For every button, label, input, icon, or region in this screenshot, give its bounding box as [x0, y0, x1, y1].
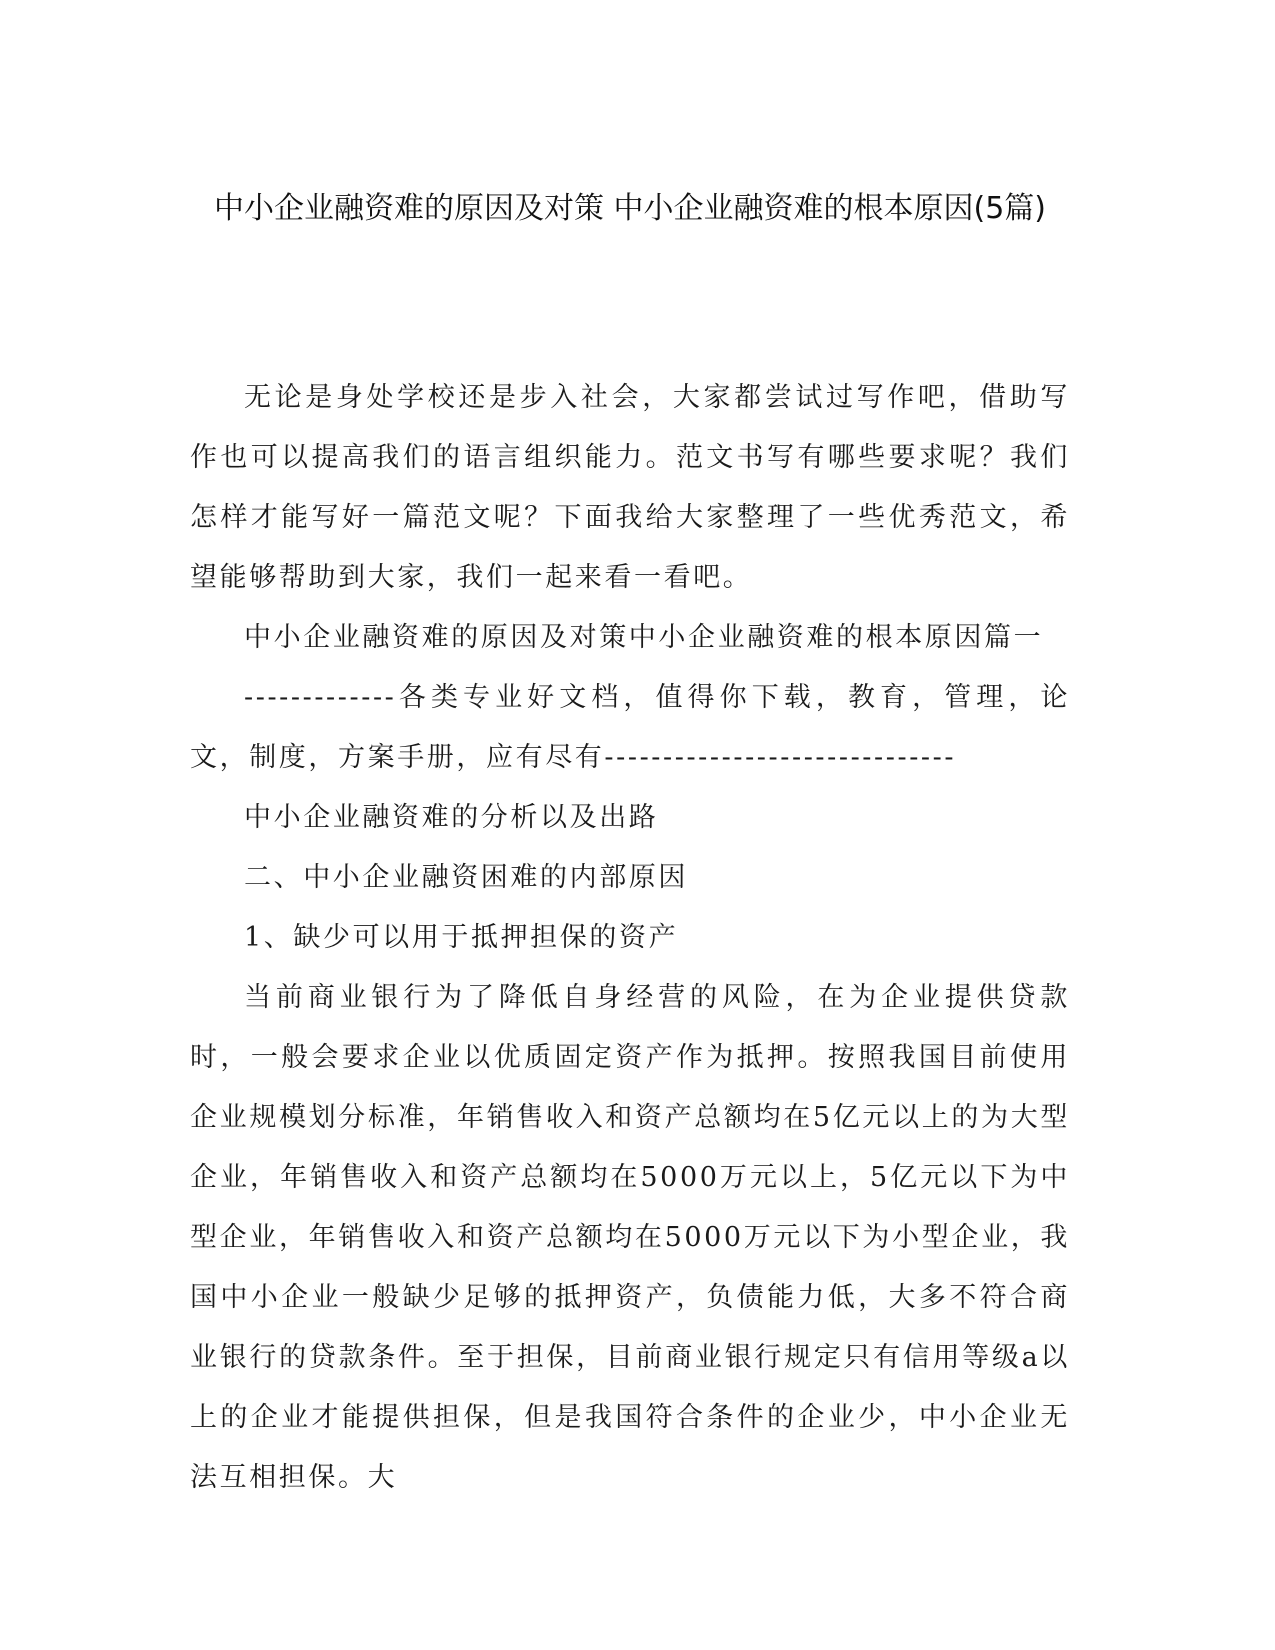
- paragraph-intro: 无论是身处学校还是步入社会，大家都尝试过写作吧，借助写作也可以提高我们的语言组织能力。范文书写有哪些要求呢？我们怎样才能写好一篇范文呢？下面我给大家整理了一些优秀范文，希望能够帮助到大家，我们一起来看一看吧。: [190, 382, 1070, 593]
- document-body: [190, 368, 1070, 1508]
- paragraph-subtitle: 中小企业融资难的分析以及出路: [244, 802, 659, 833]
- paragraph-heading-item-1: 1、缺少可以用于抵押担保的资产: [244, 922, 679, 953]
- paragraph-banner: -------------各类专业好文档，值得你下载，教育，管理，论文，制度，方案手册，应有尽有------------------------------: [190, 682, 1070, 773]
- document-title: 中小企业融资难的原因及对策 中小企业融资难的根本原因(5篇): [213, 191, 1047, 226]
- paragraph-section-heading: 中小企业融资难的原因及对策中小企业融资难的根本原因篇一: [244, 622, 1044, 653]
- paragraph-body: 当前商业银行为了降低自身经营的风险，在为企业提供贷款时，一般会要求企业以优质固定资产作为抵押。按照我国目前使用企业规模划分标准，年销售收入和资产总额均在5亿元以上的为大型企业，年销售收入和资产总额均在5000万元以上，5亿元以下为中型企业，年销售收入和资产总额均在5000万元以下为小型企业，我国中小企业一般缺少足够的抵押资产，负债能力低，大多不符合商业银行的贷款条件。至于担保，目前商业银行规定只有信用等级a以上的企业才能提供担保，但是我国符合条件的企业少，中小企业无法互相担保。大: [190, 982, 1070, 1493]
- paragraph-heading-2: 二、中小企业融资困难的内部原因: [244, 862, 688, 893]
